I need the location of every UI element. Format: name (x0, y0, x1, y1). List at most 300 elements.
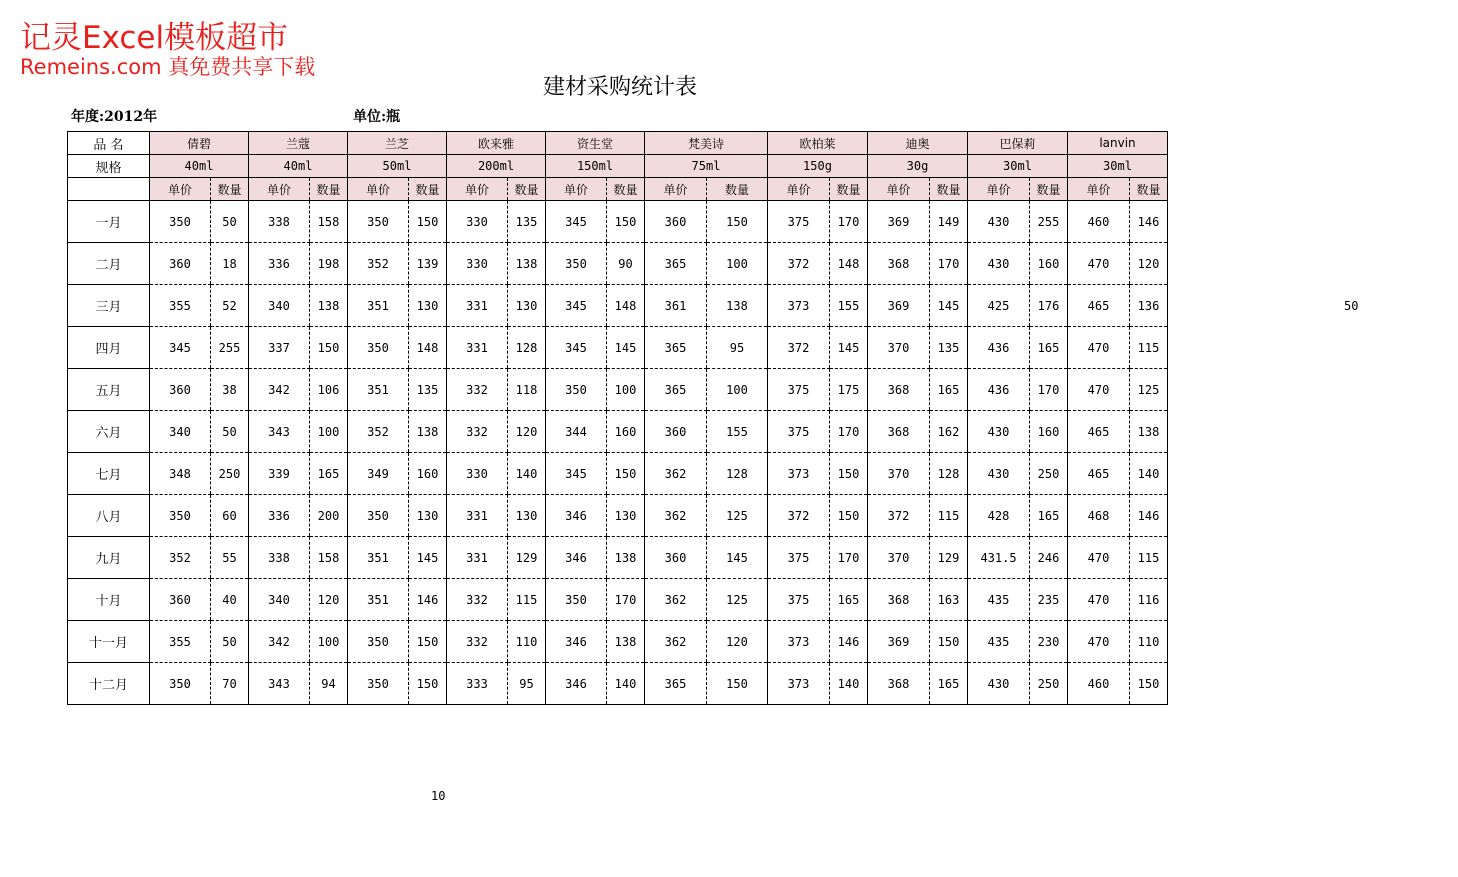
unit-price-cell[interactable]: 362 (645, 579, 707, 621)
quantity-cell[interactable]: 129 (508, 537, 546, 579)
quantity-cell[interactable]: 235 (1030, 579, 1068, 621)
unit-price-cell[interactable]: 430 (968, 201, 1030, 243)
quantity-cell[interactable]: 150 (930, 621, 968, 663)
unit-price-cell[interactable]: 355 (150, 621, 211, 663)
unit-price-cell[interactable]: 465 (1068, 411, 1130, 453)
unit-price-header[interactable]: 单价 (968, 178, 1030, 201)
unit-price-cell[interactable]: 338 (249, 201, 310, 243)
unit-price-header[interactable]: 单价 (546, 178, 607, 201)
unit-price-cell[interactable]: 425 (968, 285, 1030, 327)
quantity-cell[interactable]: 158 (310, 201, 348, 243)
unit-price-header[interactable]: 单价 (768, 178, 830, 201)
unit-price-cell[interactable]: 350 (348, 663, 409, 705)
unit-price-cell[interactable]: 345 (546, 327, 607, 369)
blank-header-cell[interactable] (68, 178, 150, 201)
unit-price-cell[interactable]: 436 (968, 369, 1030, 411)
quantity-cell[interactable]: 138 (1130, 411, 1168, 453)
unit-price-cell[interactable]: 435 (968, 621, 1030, 663)
quantity-cell[interactable]: 150 (830, 453, 868, 495)
unit-price-header[interactable]: 单价 (249, 178, 310, 201)
unit-price-cell[interactable]: 368 (868, 243, 930, 285)
unit-price-cell[interactable]: 468 (1068, 495, 1130, 537)
unit-price-cell[interactable]: 370 (868, 537, 930, 579)
unit-price-cell[interactable]: 345 (150, 327, 211, 369)
quantity-cell[interactable]: 95 (508, 663, 546, 705)
unit-price-cell[interactable]: 365 (645, 663, 707, 705)
unit-price-cell[interactable]: 362 (645, 453, 707, 495)
product-spec-cell[interactable]: 75ml (645, 155, 768, 178)
unit-price-cell[interactable]: 365 (645, 243, 707, 285)
unit-price-cell[interactable]: 350 (546, 243, 607, 285)
unit-price-cell[interactable]: 340 (249, 285, 310, 327)
product-name-cell[interactable]: 欧来雅 (447, 132, 546, 155)
quantity-cell[interactable]: 145 (830, 327, 868, 369)
month-label[interactable]: 四月 (68, 327, 150, 369)
unit-price-cell[interactable]: 331 (447, 285, 508, 327)
month-label[interactable]: 二月 (68, 243, 150, 285)
quantity-cell[interactable]: 138 (707, 285, 768, 327)
unit-price-cell[interactable]: 350 (546, 579, 607, 621)
unit-price-cell[interactable]: 351 (348, 285, 409, 327)
quantity-cell[interactable]: 120 (1130, 243, 1168, 285)
quantity-cell[interactable]: 128 (707, 453, 768, 495)
unit-price-cell[interactable]: 360 (150, 369, 211, 411)
quantity-cell[interactable]: 170 (607, 579, 645, 621)
unit-price-cell[interactable]: 351 (348, 369, 409, 411)
quantity-cell[interactable]: 100 (607, 369, 645, 411)
quantity-cell[interactable]: 198 (310, 243, 348, 285)
quantity-cell[interactable]: 140 (1130, 453, 1168, 495)
quantity-cell[interactable]: 120 (310, 579, 348, 621)
month-label[interactable]: 六月 (68, 411, 150, 453)
unit-price-cell[interactable]: 430 (968, 663, 1030, 705)
quantity-cell[interactable]: 150 (409, 201, 447, 243)
product-spec-cell[interactable]: 30ml (1068, 155, 1168, 178)
quantity-cell[interactable]: 255 (1030, 201, 1068, 243)
quantity-cell[interactable]: 138 (310, 285, 348, 327)
quantity-cell[interactable]: 130 (409, 495, 447, 537)
quantity-cell[interactable]: 95 (707, 327, 768, 369)
unit-price-cell[interactable]: 372 (868, 495, 930, 537)
spec-header[interactable]: 规格 (68, 155, 150, 178)
product-spec-cell[interactable]: 150g (768, 155, 868, 178)
quantity-cell[interactable]: 170 (1030, 369, 1068, 411)
product-spec-cell[interactable]: 40ml (150, 155, 249, 178)
quantity-cell[interactable]: 160 (1030, 243, 1068, 285)
quantity-cell[interactable]: 170 (830, 201, 868, 243)
product-spec-cell[interactable]: 30ml (968, 155, 1068, 178)
unit-price-cell[interactable]: 346 (546, 495, 607, 537)
quantity-header[interactable]: 数量 (607, 178, 645, 201)
quantity-cell[interactable]: 250 (1030, 453, 1068, 495)
unit-price-cell[interactable]: 331 (447, 495, 508, 537)
unit-price-cell[interactable]: 460 (1068, 663, 1130, 705)
unit-price-header[interactable]: 单价 (447, 178, 508, 201)
quantity-cell[interactable]: 165 (930, 369, 968, 411)
unit-price-cell[interactable]: 345 (546, 285, 607, 327)
quantity-cell[interactable]: 130 (508, 285, 546, 327)
unit-price-cell[interactable]: 346 (546, 621, 607, 663)
unit-price-cell[interactable]: 365 (645, 327, 707, 369)
unit-price-cell[interactable]: 370 (868, 453, 930, 495)
quantity-cell[interactable]: 150 (830, 495, 868, 537)
quantity-cell[interactable]: 148 (830, 243, 868, 285)
unit-price-cell[interactable]: 344 (546, 411, 607, 453)
quantity-cell[interactable]: 160 (1030, 411, 1068, 453)
unit-price-cell[interactable]: 355 (150, 285, 211, 327)
quantity-cell[interactable]: 170 (830, 537, 868, 579)
quantity-cell[interactable]: 165 (1030, 327, 1068, 369)
quantity-cell[interactable]: 50 (211, 621, 249, 663)
unit-price-cell[interactable]: 336 (249, 243, 310, 285)
quantity-cell[interactable]: 90 (607, 243, 645, 285)
quantity-cell[interactable]: 100 (707, 369, 768, 411)
unit-price-cell[interactable]: 470 (1068, 369, 1130, 411)
quantity-cell[interactable]: 146 (830, 621, 868, 663)
quantity-cell[interactable]: 120 (707, 621, 768, 663)
unit-price-cell[interactable]: 350 (150, 495, 211, 537)
unit-price-cell[interactable]: 436 (968, 327, 1030, 369)
quantity-cell[interactable]: 150 (409, 621, 447, 663)
quantity-cell[interactable]: 160 (409, 453, 447, 495)
quantity-cell[interactable]: 246 (1030, 537, 1068, 579)
quantity-cell[interactable]: 255 (211, 327, 249, 369)
unit-price-cell[interactable]: 330 (447, 453, 508, 495)
quantity-cell[interactable]: 175 (830, 369, 868, 411)
unit-price-cell[interactable]: 350 (348, 621, 409, 663)
unit-price-cell[interactable]: 352 (348, 243, 409, 285)
unit-price-cell[interactable]: 350 (150, 201, 211, 243)
quantity-cell[interactable]: 106 (310, 369, 348, 411)
quantity-header[interactable]: 数量 (310, 178, 348, 201)
quantity-cell[interactable]: 52 (211, 285, 249, 327)
unit-price-cell[interactable]: 470 (1068, 327, 1130, 369)
product-spec-cell[interactable]: 40ml (249, 155, 348, 178)
unit-price-cell[interactable]: 352 (348, 411, 409, 453)
product-spec-cell[interactable]: 30g (868, 155, 968, 178)
unit-price-header[interactable]: 单价 (1068, 178, 1130, 201)
unit-price-cell[interactable]: 350 (348, 495, 409, 537)
unit-price-cell[interactable]: 346 (546, 663, 607, 705)
unit-price-cell[interactable]: 369 (868, 285, 930, 327)
unit-price-header[interactable]: 单价 (645, 178, 707, 201)
unit-price-cell[interactable]: 343 (249, 411, 310, 453)
quantity-cell[interactable]: 116 (1130, 579, 1168, 621)
unit-price-cell[interactable]: 369 (868, 621, 930, 663)
unit-price-cell[interactable]: 368 (868, 369, 930, 411)
unit-price-cell[interactable]: 342 (249, 621, 310, 663)
unit-price-cell[interactable]: 460 (1068, 201, 1130, 243)
unit-price-cell[interactable]: 368 (868, 663, 930, 705)
unit-price-cell[interactable]: 350 (546, 369, 607, 411)
quantity-cell[interactable]: 139 (409, 243, 447, 285)
unit-price-cell[interactable]: 331 (447, 537, 508, 579)
unit-price-cell[interactable]: 350 (348, 201, 409, 243)
quantity-header[interactable]: 数量 (409, 178, 447, 201)
month-label[interactable]: 五月 (68, 369, 150, 411)
quantity-cell[interactable]: 50 (211, 411, 249, 453)
unit-price-cell[interactable]: 346 (546, 537, 607, 579)
unit-price-cell[interactable]: 373 (768, 285, 830, 327)
quantity-cell[interactable]: 50 (211, 201, 249, 243)
quantity-cell[interactable]: 150 (1130, 663, 1168, 705)
unit-price-cell[interactable]: 340 (249, 579, 310, 621)
unit-price-cell[interactable]: 345 (546, 453, 607, 495)
unit-price-cell[interactable]: 352 (150, 537, 211, 579)
unit-price-cell[interactable]: 470 (1068, 579, 1130, 621)
quantity-cell[interactable]: 140 (607, 663, 645, 705)
unit-price-cell[interactable]: 331 (447, 327, 508, 369)
unit-price-header[interactable]: 单价 (348, 178, 409, 201)
month-label[interactable]: 三月 (68, 285, 150, 327)
quantity-cell[interactable]: 118 (508, 369, 546, 411)
unit-price-cell[interactable]: 351 (348, 579, 409, 621)
quantity-cell[interactable]: 158 (310, 537, 348, 579)
stray-cell-value[interactable]: 10 (431, 789, 446, 803)
month-label[interactable]: 八月 (68, 495, 150, 537)
product-name-cell[interactable]: 巴保莉 (968, 132, 1068, 155)
unit-price-cell[interactable]: 430 (968, 243, 1030, 285)
quantity-cell[interactable]: 145 (930, 285, 968, 327)
quantity-cell[interactable]: 70 (211, 663, 249, 705)
unit-price-cell[interactable]: 470 (1068, 243, 1130, 285)
unit-price-cell[interactable]: 362 (645, 495, 707, 537)
quantity-cell[interactable]: 120 (508, 411, 546, 453)
quantity-cell[interactable]: 40 (211, 579, 249, 621)
unit-price-cell[interactable]: 435 (968, 579, 1030, 621)
quantity-cell[interactable]: 130 (409, 285, 447, 327)
unit-price-cell[interactable]: 373 (768, 453, 830, 495)
unit-price-cell[interactable]: 375 (768, 537, 830, 579)
quantity-cell[interactable]: 38 (211, 369, 249, 411)
unit-price-cell[interactable]: 375 (768, 369, 830, 411)
unit-label: 单位:瓶 (353, 109, 401, 125)
month-label[interactable]: 十一月 (68, 621, 150, 663)
unit-price-cell[interactable]: 332 (447, 621, 508, 663)
unit-price-cell[interactable]: 375 (768, 579, 830, 621)
unit-price-cell[interactable]: 362 (645, 621, 707, 663)
unit-price-cell[interactable]: 430 (968, 453, 1030, 495)
quantity-cell[interactable]: 160 (607, 411, 645, 453)
quantity-cell[interactable]: 140 (508, 453, 546, 495)
unit-price-cell[interactable]: 343 (249, 663, 310, 705)
unit-price-cell[interactable]: 338 (249, 537, 310, 579)
quantity-cell[interactable]: 176 (1030, 285, 1068, 327)
quantity-cell[interactable]: 165 (310, 453, 348, 495)
unit-price-cell[interactable]: 360 (150, 579, 211, 621)
quantity-header[interactable]: 数量 (930, 178, 968, 201)
unit-price-cell[interactable]: 340 (150, 411, 211, 453)
unit-price-cell[interactable]: 430 (968, 411, 1030, 453)
quantity-cell[interactable]: 129 (930, 537, 968, 579)
unit-price-cell[interactable]: 349 (348, 453, 409, 495)
quantity-cell[interactable]: 150 (607, 453, 645, 495)
quantity-cell[interactable]: 55 (211, 537, 249, 579)
unit-price-cell[interactable]: 350 (348, 327, 409, 369)
unit-price-cell[interactable]: 375 (768, 411, 830, 453)
unit-price-cell[interactable]: 370 (868, 327, 930, 369)
unit-price-cell[interactable]: 336 (249, 495, 310, 537)
unit-price-cell[interactable]: 351 (348, 537, 409, 579)
month-label[interactable]: 七月 (68, 453, 150, 495)
product-name-cell[interactable]: 梵美诗 (645, 132, 768, 155)
quantity-cell[interactable]: 115 (1130, 327, 1168, 369)
quantity-cell[interactable]: 150 (707, 201, 768, 243)
unit-price-cell[interactable]: 332 (447, 579, 508, 621)
quantity-cell[interactable]: 138 (508, 243, 546, 285)
unit-price-cell[interactable]: 431.5 (968, 537, 1030, 579)
quantity-header[interactable]: 数量 (830, 178, 868, 201)
quantity-cell[interactable]: 165 (830, 579, 868, 621)
unit-price-cell[interactable]: 373 (768, 621, 830, 663)
quantity-cell[interactable]: 146 (1130, 495, 1168, 537)
unit-price-cell[interactable]: 365 (645, 369, 707, 411)
quantity-cell[interactable]: 145 (707, 537, 768, 579)
unit-price-cell[interactable]: 330 (447, 201, 508, 243)
unit-price-cell[interactable]: 350 (150, 663, 211, 705)
unit-price-cell[interactable]: 332 (447, 369, 508, 411)
quantity-cell[interactable]: 146 (409, 579, 447, 621)
quantity-cell[interactable]: 250 (211, 453, 249, 495)
quantity-cell[interactable]: 230 (1030, 621, 1068, 663)
month-label[interactable]: 一月 (68, 201, 150, 243)
unit-price-cell[interactable]: 345 (546, 201, 607, 243)
unit-price-cell[interactable]: 368 (868, 411, 930, 453)
quantity-cell[interactable]: 125 (707, 579, 768, 621)
quantity-header[interactable]: 数量 (508, 178, 546, 201)
quantity-cell[interactable]: 163 (930, 579, 968, 621)
table-row (68, 369, 1168, 411)
quantity-cell[interactable]: 115 (930, 495, 968, 537)
quantity-cell[interactable]: 135 (508, 201, 546, 243)
unit-price-cell[interactable]: 360 (645, 201, 707, 243)
unit-price-cell[interactable]: 332 (447, 411, 508, 453)
quantity-cell[interactable]: 165 (930, 663, 968, 705)
quantity-cell[interactable]: 170 (830, 411, 868, 453)
quantity-cell[interactable]: 145 (607, 327, 645, 369)
unit-price-cell[interactable]: 428 (968, 495, 1030, 537)
quantity-cell[interactable]: 115 (1130, 537, 1168, 579)
quantity-cell[interactable]: 100 (707, 243, 768, 285)
unit-price-cell[interactable]: 333 (447, 663, 508, 705)
unit-price-cell[interactable]: 465 (1068, 285, 1130, 327)
unit-price-cell[interactable]: 339 (249, 453, 310, 495)
quantity-cell[interactable]: 250 (1030, 663, 1068, 705)
stray-cell-value[interactable]: 50 (1344, 299, 1359, 313)
product-spec-cell[interactable]: 50ml (348, 155, 447, 178)
quantity-cell[interactable]: 100 (310, 411, 348, 453)
quantity-cell[interactable]: 60 (211, 495, 249, 537)
product-name-cell[interactable]: 兰蔻 (249, 132, 348, 155)
table-row (68, 201, 1168, 243)
quantity-cell[interactable]: 128 (508, 327, 546, 369)
unit-price-cell[interactable]: 470 (1068, 621, 1130, 663)
quantity-cell[interactable]: 130 (508, 495, 546, 537)
quantity-cell[interactable]: 18 (211, 243, 249, 285)
unit-price-cell[interactable]: 373 (768, 663, 830, 705)
quantity-cell[interactable]: 138 (607, 621, 645, 663)
unit-price-cell[interactable]: 361 (645, 285, 707, 327)
product-name-cell[interactable]: 欧柏莱 (768, 132, 868, 155)
quantity-cell[interactable]: 110 (1130, 621, 1168, 663)
quantity-cell[interactable]: 155 (707, 411, 768, 453)
quantity-header[interactable]: 数量 (707, 178, 768, 201)
product-name-header[interactable]: 品 名 (68, 132, 150, 155)
unit-price-header[interactable]: 单价 (150, 178, 211, 201)
unit-price-cell[interactable]: 360 (150, 243, 211, 285)
quantity-header[interactable]: 数量 (1030, 178, 1068, 201)
unit-price-cell[interactable]: 465 (1068, 453, 1130, 495)
quantity-cell[interactable]: 146 (1130, 201, 1168, 243)
unit-price-header[interactable]: 单价 (868, 178, 930, 201)
product-name-cell[interactable]: 资生堂 (546, 132, 645, 155)
quantity-cell[interactable]: 115 (508, 579, 546, 621)
unit-price-cell[interactable]: 360 (645, 411, 707, 453)
unit-price-cell[interactable]: 342 (249, 369, 310, 411)
quantity-cell[interactable]: 135 (930, 327, 968, 369)
unit-price-cell[interactable]: 330 (447, 243, 508, 285)
product-name-cell[interactable]: 迪奥 (868, 132, 968, 155)
quantity-cell[interactable]: 149 (930, 201, 968, 243)
quantity-cell[interactable]: 155 (830, 285, 868, 327)
quantity-cell[interactable]: 136 (1130, 285, 1168, 327)
unit-price-cell[interactable]: 360 (645, 537, 707, 579)
quantity-cell[interactable]: 150 (607, 201, 645, 243)
product-name-cell[interactable]: lanvin (1068, 132, 1168, 155)
quantity-cell[interactable]: 150 (310, 327, 348, 369)
month-label[interactable]: 九月 (68, 537, 150, 579)
unit-price-cell[interactable]: 372 (768, 243, 830, 285)
quantity-cell[interactable]: 138 (409, 411, 447, 453)
unit-price-cell[interactable]: 348 (150, 453, 211, 495)
quantity-header[interactable]: 数量 (211, 178, 249, 201)
quantity-header[interactable]: 数量 (1130, 178, 1168, 201)
product-name-cell[interactable]: 倩碧 (150, 132, 249, 155)
quantity-cell[interactable]: 165 (1030, 495, 1068, 537)
quantity-cell[interactable]: 110 (508, 621, 546, 663)
unit-price-cell[interactable]: 368 (868, 579, 930, 621)
quantity-cell[interactable]: 140 (830, 663, 868, 705)
month-label[interactable]: 十月 (68, 579, 150, 621)
quantity-cell[interactable]: 125 (707, 495, 768, 537)
quantity-cell[interactable]: 150 (409, 663, 447, 705)
unit-price-cell[interactable]: 470 (1068, 537, 1130, 579)
unit-price-cell[interactable]: 372 (768, 495, 830, 537)
quantity-cell[interactable]: 125 (1130, 369, 1168, 411)
quantity-cell[interactable]: 162 (930, 411, 968, 453)
quantity-cell[interactable]: 145 (409, 537, 447, 579)
product-name-cell[interactable]: 兰芝 (348, 132, 447, 155)
month-label[interactable]: 十二月 (68, 663, 150, 705)
product-spec-cell[interactable]: 200ml (447, 155, 546, 178)
quantity-cell[interactable]: 138 (607, 537, 645, 579)
quantity-cell[interactable]: 148 (409, 327, 447, 369)
unit-price-cell[interactable]: 369 (868, 201, 930, 243)
quantity-cell[interactable]: 170 (930, 243, 968, 285)
quantity-cell[interactable]: 200 (310, 495, 348, 537)
quantity-cell[interactable]: 135 (409, 369, 447, 411)
quantity-cell[interactable]: 150 (707, 663, 768, 705)
unit-price-cell[interactable]: 375 (768, 201, 830, 243)
product-spec-cell[interactable]: 150ml (546, 155, 645, 178)
quantity-cell[interactable]: 94 (310, 663, 348, 705)
quantity-cell[interactable]: 100 (310, 621, 348, 663)
quantity-cell[interactable]: 128 (930, 453, 968, 495)
unit-price-cell[interactable]: 372 (768, 327, 830, 369)
quantity-cell[interactable]: 130 (607, 495, 645, 537)
quantity-cell[interactable]: 148 (607, 285, 645, 327)
unit-price-cell[interactable]: 337 (249, 327, 310, 369)
